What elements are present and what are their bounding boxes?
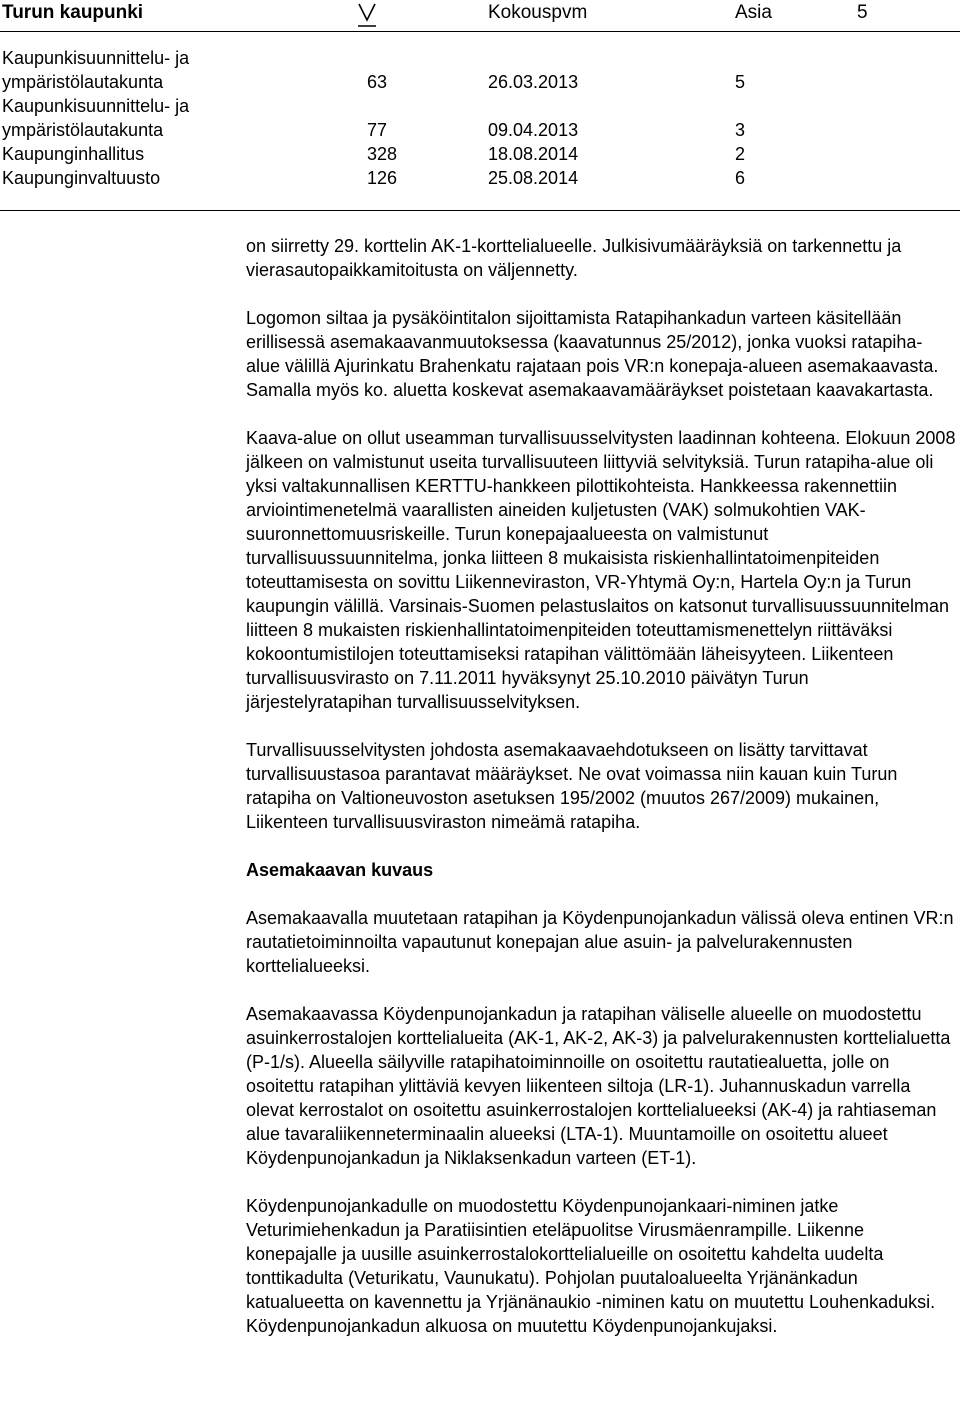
table-divider [0,210,960,211]
table-row [2,94,960,118]
paragraph: Asemakaavalla muutetaan ratapihan ja Köydenpunojankadun välissä oleva entinen VR:n rautatietoiminnoilta vapautunut konepajan alue asuin- ja palvelurakennusten korttelialueeksi. [246,908,954,976]
section-number: 63 [367,72,388,92]
meeting-date: 09.04.2013 [488,120,579,140]
section-number: 126 [367,168,398,188]
header-divider [0,31,960,32]
meeting-date-column-label: Kokouspvm [488,2,588,23]
body-name: Kaupunginvaltuusto [2,168,161,188]
paragraph: on siirretty 29. korttelin AK-1-korttelialueelle. Julkisivumääräyksiä on tarkennettu ja vierasautopaikkamitoitusta on väljennetty. [246,236,902,280]
document-body [246,234,956,1362]
table-row [2,142,960,166]
body-name: Kaupunkisuunnittelu- ja [2,48,190,68]
item-number: 6 [735,168,746,188]
paragraph: Logomon siltaa ja pysäköintitalon sijoittamista Ratapihankadun varteen käsitellään erillisessä asemakaavanmuutoksessa (kaavatunnus 25/2012), jonka vuoksi ratapiha-alue välillä Ajurinkatu Brahenkatu rajataan pois VR:n konepaja-alueen asemakaavasta. Samalla myös ko. aluetta koskevat asemakaavamääräykset poistetaan kaavakartasta. [246,308,939,400]
item-column-label: Asia [735,2,772,23]
section-number: 77 [367,120,388,140]
meeting-date: 25.08.2014 [488,168,579,188]
table-row [2,70,960,94]
organization-title: Turun kaupunki [2,2,144,23]
item-number: 2 [735,144,746,164]
table-row [2,166,960,190]
item-number: 5 [735,72,746,92]
meeting-date: 18.08.2014 [488,144,579,164]
item-number: 3 [735,120,746,140]
body-name: ympäristölautakunta [2,120,164,140]
paragraph: Kaava-alue on ollut useamman turvallisuusselvitysten laadinnan kohteena. Elokuun 2008 jälkeen on valmistunut useita turvallisuuteen liittyviä selvityksiä. Turun ratapiha-alue oli yksi valtakunnallisen KERTTU-hankkeen pilottikohteista. Hankkeessa rakennettiin arviointimenetelmä vaarallisten aineiden kuljetusten (VAK) solmukohtien VAK-suuronnettomuusriskeille. Turun konepajaalueesta on valmistunut turvallisuussuunnitelma, jonka liitteen 8 mukaisista riskienhallintatoimenpiteiden toteuttamisesta on sovittu Liikenneviraston, VR-Yhtymä Oy:n, Hartela Oy:n ja Turun kaupungin välillä. Varsinais-Suomen pelastuslaitos on katsonut turvallisuussuunnitelman liitteen 8 mukaisten riskienhallintatoimenpiteiden toteuttamismenettelyn riittäväksi kokoontumistilojen toteuttamiseksi ratapihan välittömään läheisyyteen. Liikenteen turvallisuusvirasto on 7.11.2011 hyväksynyt 25.10.2010 päivätyn Turun järjestelyratapihan turvallisuusselvityksen. [246,428,956,712]
paragraph: Turvallisuusselvitysten johdosta asemakaavaehdotukseen on lisätty tarvittavat turvallisuustasoa parantavat määräykset. Ne ovat voimassa niin kauan kuin Turun ratapiha on Valtioneuvoston asetuksen 195/2002 (muutos 267/2009) mukainen, Liikenteen turvallisuusviraston nimeämä ratapiha. [246,740,898,832]
meeting-date: 26.03.2013 [488,72,579,92]
table-row [2,46,960,70]
clip-icon [356,2,378,33]
document-header [0,0,960,30]
body-name: ympäristölautakunta [2,72,164,92]
table-row [2,118,960,142]
section-number: 328 [367,144,398,164]
meeting-history-table [2,46,960,190]
page-number: 5 [857,2,868,23]
section-heading: Asemakaavan kuvaus [246,860,434,880]
body-name: Kaupunkisuunnittelu- ja [2,96,190,116]
body-name: Kaupunginhallitus [2,144,145,164]
paragraph: Asemakaavassa Köydenpunojankadun ja ratapihan väliselle alueelle on muodostettu asuinkerrostalojen korttelialueita (AK-1, AK-2, AK-3) ja palvelurakennusten korttelialuetta (P-1/s). Alueella säilyville ratapihatoiminnoille on osoitettu rautatiealuetta, jolle on osoitettu ratapihan ylittäviä kevyen liikenteen siltoja (LR-1). Juhannuskadun varrella olevat kerrostalot on osoitettu asuinkerrostalojen korttelialueeksi (AK-4) ja rahtiaseman alue tavaraliikenneterminaalin alueeksi (LTA-1). Muuntamoille on osoitettu alueet Köydenpunojankadun ja Niklaksenkadun varteen (ET-1). [246,1004,951,1168]
paragraph: Köydenpunojankadulle on muodostettu Köydenpunojankaari-niminen jatke Veturimiehenkadun ja Paratiisintien eteläpuolitse Virusmäenrampille. Liikenne konepajalle ja uusille asuinkerrostalokorttelialueille on osoitettu kahdelta uudelta tonttikadulta (Veturikatu, Vaunukatu). Pohjolan puutaloalueelta Yrjänänkadun katualueetta on kavennettu ja Yrjänänaukio -niminen katu on muutettu Louhenkaduksi. Köydenpunojankadun alkuosa on muutettu Köydenpunojankujaksi. [246,1196,936,1336]
